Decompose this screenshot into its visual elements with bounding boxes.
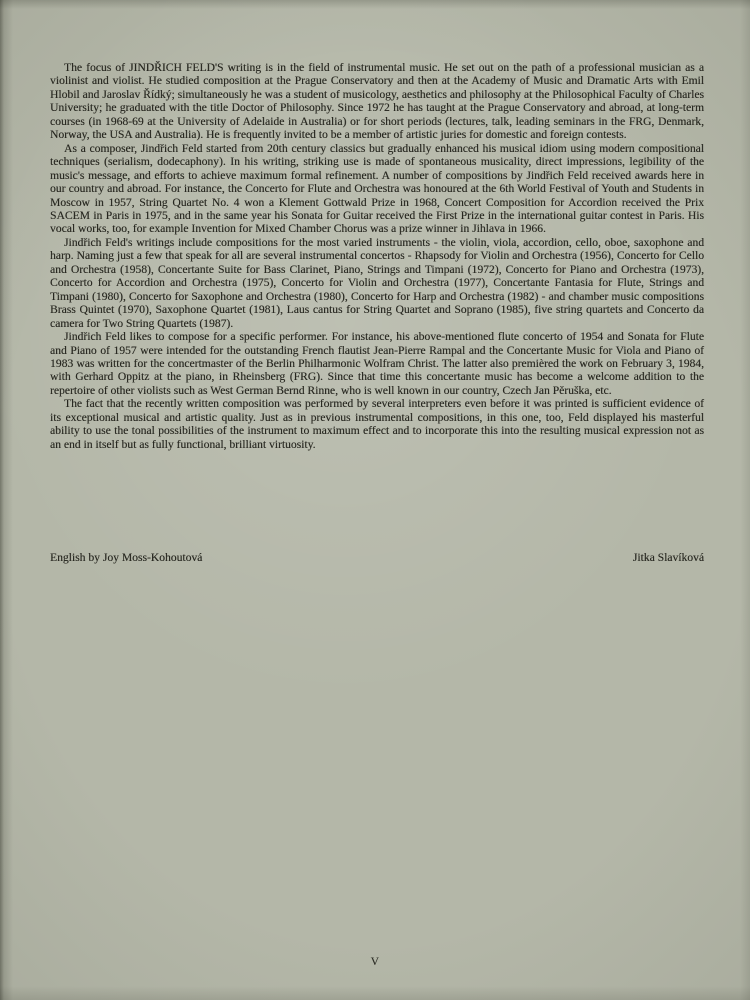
paragraph-conclusion: The fact that the recently written composition was performed by several interpreters even before it was printed is sufficient evidence of its exceptional musical and artistic quality. Just as in previous instrumental compositions, in this one, too, Feld displayed his masterful ability to use the tonal possibilities of the instrument to maximum effect and to incorporate this into the resulting musical expression not as an end in itself but as fully functional, brilliant virtuosity. bbox=[50, 397, 704, 451]
paragraph-instrumental-works: Jindřich Feld's writings include compositions for the most varied instruments - the violin, viola, accordion, cello, oboe, saxophone and harp. Naming just a few that speak for all are several instrumental concertos - Rhapsody for Violin and Orchestra (1956), Concerto for Cello and Orchestra (1958), Concertante Suite for Bass Clarinet, Piano, Strings and Timpani (1972), Concerto for Piano and Orchestra (1973), Concerto for Accordion and Orchestra (1975), Concerto for Violin and Orchestra (1977), Concertante Fantasia for Flute, Strings and Timpani (1980), Concerto for Saxophone and Orchestra (1980), Concerto for Harp and Orchestra (1982) - and chamber music compositions Brass Quintet (1970), Saxophone Quartet (1981), Laus cantus for String Quartet and Soprano (1985), five string quartets and Concerto da camera for Two String Quartets (1987). bbox=[50, 235, 704, 330]
paragraph-biography: The focus of JINDŘICH FELD'S writing is in the field of instrumental music. He set out on the path of a professional musician as a violinist and violist. He studied composition at the Prague Conservatory and then at the Academy of Music and Dramatic Arts with Emil Hlobil and Jaroslav Řídký; simultaneously he was a student of musicology, aesthetics and philosophy at the Philosophical Faculty of Charles University; he graduated with the title Doctor of Philosophy. Since 1972 he has taught at the Prague Conservatory and abroad, at long-term courses (in 1968-69 at the University of Adelaide in Australia) or for short periods (lectures, talk, leading seminars in the FRG, Denmark, Norway, the USA and Australia). He is frequently invited to be a member of artistic juries for domestic and foreign contests. bbox=[50, 61, 704, 142]
translator-credit: English by Joy Moss-Kohoutová bbox=[50, 551, 203, 564]
paragraph-composer-style: As a composer, Jindřich Feld started from 20th century classics but gradually enhanced his musical idiom using modern compositional techniques (serialism, dodecaphony). In his writing, striking use is made of spontaneous musicality, direct impressions, legibility of the music's message, and efforts to achieve maximum formal refinement. A number of compositions by Jindřich Feld received awards here in our country and abroad. For instance, the Concerto for Flute and Orchestra was honoured at the 6th World Festival of Youth and Students in Moscow in 1957, String Quartet No. 4 won a Klement Gottwald Prize in 1968, Concert Composition for Accordion received the Prix SACEM in Paris in 1975, and in the same year his Sonata for Guitar received the First Prize in the international guitar contest in Paris. His vocal works, too, for example Invention for Mixed Chamber Chorus was a prize winner in Jihlava in 1966. bbox=[50, 141, 704, 236]
author-credit: Jitka Slavíková bbox=[632, 551, 704, 564]
body-text bbox=[50, 61, 704, 451]
paragraph-performers: Jindřich Feld likes to compose for a specific performer. For instance, his above-mentioned flute concerto of 1954 and Sonata for Flute and Piano of 1957 were intended for the outstanding French flautist Jean-Pierre Rampal and the Concertante Music for Viola and Piano of 1983 was written for the concertmaster of the Berlin Philharmonic Wolfram Christ. The latter also premièred the work on February 3, 1984, with Gerhard Oppitz at the piano, in Rheinsberg (FRG). Since that time this concertante music has become a welcome addition to the repertoire of other violists such as West German Bernd Rinne, who is well known in our country, Czech Jan Pěruška, etc. bbox=[50, 330, 704, 397]
page-number: V bbox=[370, 956, 380, 968]
credits-row bbox=[50, 551, 704, 564]
